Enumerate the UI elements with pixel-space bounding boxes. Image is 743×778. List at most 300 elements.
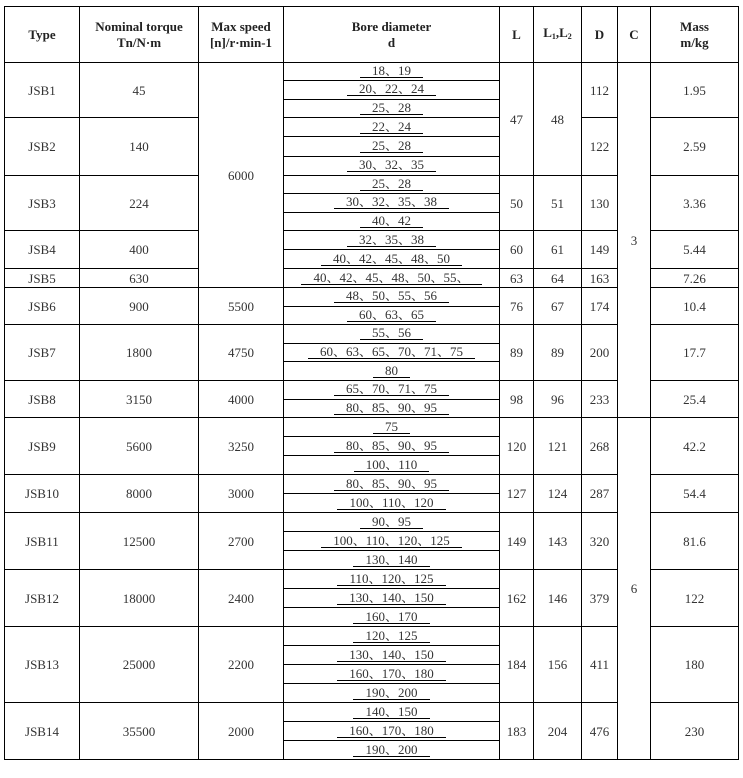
- header-L1L2: [534, 7, 582, 63]
- L-cell: [500, 288, 534, 325]
- mass-cell: [651, 418, 739, 475]
- mass-cell: [651, 703, 739, 760]
- L-cell: [500, 513, 534, 570]
- bore-option: [284, 136, 499, 155]
- bore-cell: [284, 118, 500, 176]
- header-torque-label: Nominal torque: [95, 18, 183, 34]
- bore-option-text: 32、35、38: [347, 234, 436, 247]
- bore-cell: [284, 513, 500, 570]
- bore-option: [284, 80, 499, 98]
- torque-cell-value: 400: [129, 242, 149, 257]
- torque-cell-value: 45: [132, 82, 146, 98]
- speed-cell: [199, 325, 284, 381]
- bore-option: [284, 212, 499, 230]
- L1L2-cell-value: 64: [551, 270, 564, 286]
- bore-cell: [284, 231, 500, 269]
- L1L2-cell: [534, 703, 582, 760]
- torque-cell: [80, 570, 199, 627]
- torque-cell: [80, 325, 199, 381]
- header-L-label: L: [512, 26, 521, 42]
- L-cell: [500, 381, 534, 418]
- C-cell-value: 6: [630, 581, 638, 596]
- bore-option-text: 40、42、45、48、50: [321, 253, 462, 266]
- D-cell-value: 130: [589, 195, 610, 211]
- torque-cell: [80, 231, 199, 269]
- L1L2-cell: [534, 627, 582, 703]
- torque-cell: [80, 381, 199, 418]
- bore-option-text: 30、32、35、38: [334, 196, 449, 209]
- type-cell-value: JSB8: [28, 391, 56, 407]
- bore-option-text: 140、150: [353, 706, 429, 719]
- L-cell-value: 47: [510, 111, 523, 127]
- D-cell-value: 233: [589, 391, 610, 407]
- L1L2-cell: [534, 63, 582, 176]
- bore-option: [284, 231, 499, 249]
- type-cell: [5, 627, 80, 703]
- D-cell: [582, 381, 618, 418]
- bore-cell: [284, 475, 500, 513]
- bore-option: [284, 306, 499, 325]
- torque-cell: [80, 475, 199, 513]
- bore-option: [284, 176, 499, 193]
- torque-cell: [80, 513, 199, 570]
- bore-cell: [284, 381, 500, 418]
- bore-option-text: 90、95: [360, 516, 423, 529]
- type-cell: [5, 703, 80, 760]
- mass-cell: [651, 570, 739, 627]
- mass-cell-value: 10.4: [683, 298, 706, 314]
- bore-option-text: 80: [373, 365, 410, 378]
- bore-option: [284, 436, 499, 455]
- D-cell-value: 476: [589, 723, 610, 739]
- table-row: [5, 418, 739, 475]
- torque-cell-value: 224: [129, 195, 149, 211]
- L-cell: [500, 570, 534, 627]
- speed-cell: [199, 288, 284, 325]
- bore-option: [284, 455, 499, 474]
- type-cell-value: JSB6: [28, 298, 56, 314]
- spec-table-body: [5, 63, 739, 760]
- bore-option-text: 100、110、120、125: [321, 535, 462, 548]
- header-mass-label: Mass: [680, 18, 709, 34]
- L-cell-value: 183: [506, 723, 527, 739]
- D-cell: [582, 703, 618, 760]
- type-cell-value: JSB2: [28, 139, 56, 154]
- bore-option-text: 120、125: [353, 630, 429, 643]
- D-cell: [582, 325, 618, 381]
- bore-option-text: 48、50、55、56: [334, 290, 449, 303]
- speed-cell-value: 2400: [228, 590, 254, 606]
- bore-option: [284, 513, 499, 531]
- bore-cell: [284, 703, 500, 760]
- D-cell-value: 411: [589, 657, 610, 672]
- mass-cell-value: 1.95: [683, 82, 706, 98]
- D-cell: [582, 627, 618, 703]
- bore-option: [284, 288, 499, 306]
- type-cell: [5, 325, 80, 381]
- header-L1L2-label: $L_1,L_2$: [543, 24, 572, 41]
- C-cell-value: 3: [630, 232, 638, 248]
- speed-cell-value: 5500: [228, 298, 254, 314]
- bore-option-text: 60、63、65、70、71、75: [308, 346, 475, 359]
- bore-option-text: 130、140、150: [337, 649, 446, 662]
- L-cell-value: 89: [510, 345, 523, 360]
- bore-option: [284, 645, 499, 664]
- type-cell: [5, 570, 80, 627]
- bore-option-text: 30、32、35: [347, 159, 436, 172]
- C-cell: [618, 418, 651, 760]
- header-D-label: D: [594, 26, 605, 42]
- speed-cell-value: 2000: [228, 723, 254, 739]
- mass-cell-value: 180: [684, 657, 705, 672]
- bore-cell: [284, 570, 500, 627]
- D-cell: [582, 118, 618, 176]
- bore-option-text: 60、63、65: [347, 309, 436, 322]
- torque-cell-value: 900: [129, 298, 149, 314]
- bore-cell: [284, 418, 500, 475]
- mass-cell: [651, 176, 739, 231]
- type-cell-value: JSB4: [28, 242, 56, 257]
- bore-option: [284, 607, 499, 626]
- speed-cell-value: 3000: [228, 486, 254, 501]
- torque-cell-value: 18000: [122, 590, 156, 606]
- bore-option-text: 80、85、90、95: [334, 402, 449, 415]
- type-cell-value: JSB5: [28, 270, 56, 286]
- type-cell: [5, 269, 80, 288]
- L1L2-cell: [534, 418, 582, 475]
- bore-cell: [284, 176, 500, 231]
- header-mass-unit: m/kg: [680, 34, 709, 50]
- D-cell: [582, 418, 618, 475]
- mass-cell-value: 81.6: [683, 533, 706, 549]
- type-cell-value: JSB11: [25, 533, 59, 549]
- mass-cell-value: 42.2: [683, 438, 706, 454]
- mass-cell: [651, 231, 739, 269]
- bore-option-text: 65、70、71、75: [334, 383, 449, 396]
- table-row: [5, 63, 739, 118]
- mass-cell: [651, 288, 739, 325]
- mass-cell: [651, 381, 739, 418]
- type-cell-value: JSB10: [25, 486, 59, 501]
- D-cell-value: 268: [589, 438, 610, 454]
- L-cell: [500, 325, 534, 381]
- mass-cell: [651, 63, 739, 118]
- bore-option-text: 160、170: [353, 611, 429, 624]
- L1L2-cell: [534, 325, 582, 381]
- L-cell-value: 162: [506, 590, 527, 606]
- type-cell-value: JSB14: [25, 723, 59, 739]
- bore-option: [284, 118, 499, 136]
- D-cell: [582, 176, 618, 231]
- mass-cell: [651, 118, 739, 176]
- bore-option: [284, 193, 499, 211]
- bore-option: [284, 269, 499, 287]
- bore-option: [284, 664, 499, 683]
- bore-option: [284, 343, 499, 362]
- L-cell-value: 184: [506, 657, 527, 672]
- type-cell-value: JSB12: [25, 590, 59, 606]
- D-cell-value: 174: [589, 298, 610, 314]
- bore-option-text: 40、42、45、48、50、55、: [301, 272, 481, 285]
- torque-cell-value: 630: [129, 270, 149, 286]
- D-cell: [582, 288, 618, 325]
- header-type: [5, 7, 80, 63]
- type-cell: [5, 288, 80, 325]
- bore-option-text: 75: [373, 421, 410, 434]
- header-torque: [80, 7, 199, 63]
- L1L2-cell: [534, 288, 582, 325]
- torque-cell-value: 12500: [122, 533, 156, 549]
- D-cell-value: 320: [589, 533, 610, 549]
- bore-option-text: 160、170、180: [337, 725, 446, 738]
- bore-cell: [284, 325, 500, 381]
- header-torque-unit: Tn/N·m: [116, 34, 162, 50]
- speed-cell-value: 2700: [228, 533, 254, 549]
- torque-cell-value: 1800: [126, 345, 152, 360]
- D-cell-value: 200: [589, 345, 610, 360]
- type-cell-value: JSB9: [28, 438, 56, 454]
- torque-cell-value: 5600: [126, 438, 152, 454]
- speed-cell: [199, 570, 284, 627]
- speed-cell: [199, 418, 284, 475]
- L1L2-cell: [534, 570, 582, 627]
- mass-cell-value: 25.4: [683, 391, 706, 407]
- bore-option: [284, 721, 499, 740]
- D-cell-value: 112: [589, 82, 610, 98]
- header-D: [582, 7, 618, 63]
- mass-cell-value: 122: [684, 590, 705, 606]
- bore-option: [284, 475, 499, 493]
- mass-cell-value: 7.26: [683, 270, 706, 286]
- L-cell-value: 149: [506, 533, 527, 549]
- L-cell-value: 120: [506, 438, 527, 454]
- mass-cell-value: 17.7: [683, 345, 706, 360]
- bore-cell: [284, 269, 500, 288]
- torque-cell: [80, 627, 199, 703]
- torque-cell: [80, 703, 199, 760]
- L-cell-value: 60: [510, 242, 523, 257]
- D-cell-value: 149: [589, 242, 610, 257]
- speed-cell: [199, 703, 284, 760]
- type-cell-value: JSB13: [25, 657, 59, 672]
- bore-option: [284, 381, 499, 399]
- speed-cell: [199, 475, 284, 513]
- D-cell-value: 122: [589, 139, 610, 154]
- mass-cell: [651, 513, 739, 570]
- L1L2-cell-value: 143: [547, 533, 568, 549]
- bore-option: [284, 531, 499, 550]
- mass-cell: [651, 269, 739, 288]
- mass-cell: [651, 475, 739, 513]
- bore-option-text: 80、85、90、95: [334, 478, 449, 491]
- speed-cell: [199, 513, 284, 570]
- bore-option: [284, 156, 499, 175]
- bore-option: [284, 683, 499, 702]
- bore-option-text: 190、200: [353, 744, 429, 757]
- header-mass: [651, 7, 739, 63]
- L1L2-cell-value: 146: [547, 590, 568, 606]
- speed-cell-value: 4000: [228, 391, 254, 407]
- bore-option-text: 110、120、125: [337, 573, 445, 586]
- torque-cell: [80, 176, 199, 231]
- type-cell: [5, 176, 80, 231]
- speed-cell-value: 6000: [228, 167, 254, 183]
- bore-option: [284, 570, 499, 588]
- header-speed: [199, 7, 284, 63]
- header-bore-symbol: d: [387, 34, 396, 50]
- bore-option: [284, 627, 499, 645]
- L-cell: [500, 63, 534, 176]
- L1L2-cell-value: 61: [551, 242, 564, 257]
- L1L2-cell: [534, 513, 582, 570]
- D-cell-value: 379: [589, 590, 610, 606]
- header-bore: [284, 7, 500, 63]
- L1L2-cell-value: 89: [551, 345, 564, 360]
- L-cell: [500, 176, 534, 231]
- bore-option-text: 40、42: [360, 215, 423, 228]
- bore-option-text: 160、170、180: [337, 668, 446, 681]
- torque-cell-value: 140: [129, 139, 149, 154]
- bore-option: [284, 588, 499, 607]
- torque-cell: [80, 418, 199, 475]
- bore-option-text: 25、28: [360, 178, 423, 191]
- bore-option: [284, 703, 499, 721]
- D-cell: [582, 269, 618, 288]
- torque-cell: [80, 288, 199, 325]
- L-cell: [500, 475, 534, 513]
- L1L2-cell: [534, 176, 582, 231]
- type-cell: [5, 381, 80, 418]
- speed-cell-value: 2200: [228, 657, 254, 672]
- torque-cell-value: 8000: [126, 486, 152, 501]
- type-cell: [5, 418, 80, 475]
- L-cell: [500, 703, 534, 760]
- bore-option-text: 130、140: [353, 554, 429, 567]
- bore-option-text: 18、19: [360, 65, 423, 78]
- bore-option: [284, 249, 499, 268]
- bore-cell: [284, 288, 500, 325]
- L-cell-value: 98: [510, 391, 523, 407]
- bore-option-text: 55、56: [360, 327, 423, 340]
- header-type-label: Type: [28, 26, 56, 42]
- speed-cell: [199, 381, 284, 418]
- D-cell-value: 287: [589, 486, 610, 501]
- mass-cell-value: 230: [684, 723, 705, 739]
- L1L2-cell: [534, 475, 582, 513]
- type-cell-value: JSB7: [28, 345, 56, 360]
- L-cell: [500, 269, 534, 288]
- torque-cell: [80, 269, 199, 288]
- L-cell-value: 76: [510, 298, 523, 314]
- bore-option-text: 100、110、120: [337, 497, 445, 510]
- bore-option-text: 130、140、150: [337, 592, 446, 605]
- L1L2-cell-value: 51: [551, 195, 564, 211]
- L-cell-value: 127: [506, 486, 527, 501]
- header-speed-label: Max speed: [211, 18, 271, 34]
- L-cell: [500, 418, 534, 475]
- bore-option-text: 100、110: [354, 459, 430, 472]
- header-bore-label: Bore diameter: [351, 18, 432, 34]
- bore-option-text: 190、200: [353, 687, 429, 700]
- header-speed-unit: [n]/r·min-1: [209, 34, 273, 50]
- bore-option: [284, 99, 499, 117]
- bore-cell: [284, 63, 500, 118]
- bore-option-text: 80、85、90、95: [334, 440, 449, 453]
- L1L2-cell-value: 204: [547, 723, 568, 739]
- mass-cell-value: 54.4: [683, 486, 706, 501]
- bore-option: [284, 550, 499, 569]
- bore-option-text: 22、24: [360, 121, 423, 134]
- type-cell: [5, 231, 80, 269]
- type-cell: [5, 118, 80, 176]
- L1L2-cell-value: 124: [547, 486, 568, 501]
- speed-cell-value: 4750: [228, 345, 254, 360]
- mass-cell: [651, 627, 739, 703]
- D-cell-value: 163: [589, 270, 610, 286]
- L1L2-cell-value: 121: [547, 438, 568, 454]
- bore-option: [284, 399, 499, 418]
- L1L2-cell: [534, 231, 582, 269]
- L1L2-cell-value: 67: [551, 298, 564, 314]
- header-L: [500, 7, 534, 63]
- bore-option: [284, 325, 499, 343]
- header-C: [618, 7, 651, 63]
- mass-cell: [651, 325, 739, 381]
- D-cell: [582, 570, 618, 627]
- bore-option: [284, 361, 499, 380]
- mass-cell-value: 2.59: [683, 139, 706, 154]
- L1L2-cell-value: 96: [551, 391, 564, 407]
- type-cell: [5, 475, 80, 513]
- coupling-spec-table: [4, 6, 739, 760]
- speed-cell: [199, 627, 284, 703]
- bore-option-text: 25、28: [360, 140, 423, 153]
- bore-cell: [284, 627, 500, 703]
- D-cell: [582, 63, 618, 118]
- bore-option-text: 25、28: [360, 102, 423, 115]
- speed-cell-value: 3250: [228, 438, 254, 454]
- L1L2-cell-value: 48: [551, 111, 564, 127]
- L1L2-cell: [534, 269, 582, 288]
- speed-cell: [199, 63, 284, 288]
- bore-option: [284, 740, 499, 759]
- type-cell: [5, 63, 80, 118]
- torque-cell-value: 25000: [122, 657, 156, 672]
- header-C-label: C: [629, 26, 639, 42]
- D-cell: [582, 231, 618, 269]
- type-cell-value: JSB3: [28, 195, 56, 211]
- mass-cell-value: 5.44: [683, 242, 706, 257]
- L-cell-value: 63: [510, 270, 523, 286]
- torque-cell: [80, 63, 199, 118]
- mass-cell-value: 3.36: [683, 195, 706, 211]
- L-cell-value: 50: [510, 195, 523, 211]
- type-cell: [5, 513, 80, 570]
- type-cell-value: JSB1: [28, 82, 56, 98]
- D-cell: [582, 513, 618, 570]
- torque-cell-value: 3150: [126, 391, 152, 407]
- bore-option-text: 20、22、24: [347, 83, 436, 96]
- bore-option: [284, 493, 499, 512]
- L-cell: [500, 627, 534, 703]
- C-cell: [618, 63, 651, 418]
- bore-option: [284, 63, 499, 80]
- L1L2-cell: [534, 381, 582, 418]
- D-cell: [582, 475, 618, 513]
- bore-option: [284, 418, 499, 436]
- L1L2-cell-value: 156: [547, 657, 568, 672]
- L-cell: [500, 231, 534, 269]
